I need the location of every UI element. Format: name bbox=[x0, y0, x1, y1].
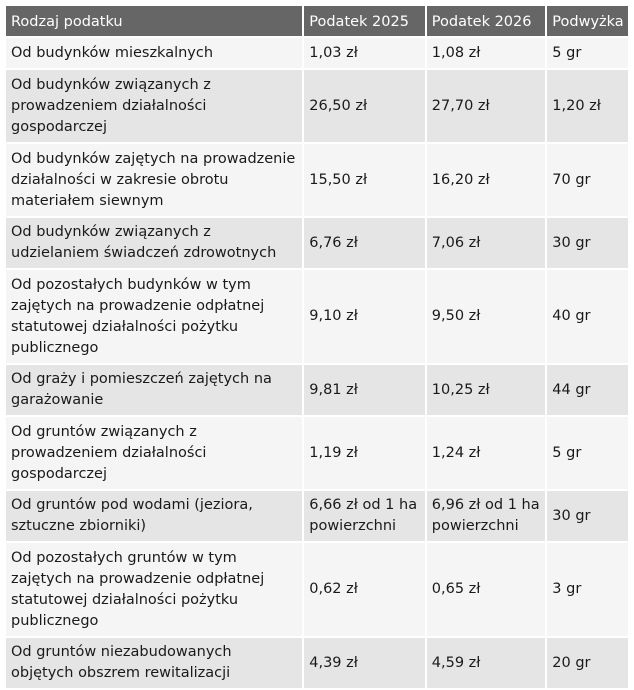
table-row bbox=[6, 417, 628, 489]
cell-tax-2026: 1,08 zł bbox=[427, 38, 546, 68]
cell-tax-type: Od budynków mieszkalnych bbox=[6, 38, 302, 68]
cell-tax-type: Od budynków związanych z prowadzeniem działalności gospodarczej bbox=[6, 70, 302, 142]
table-row bbox=[6, 144, 628, 216]
header-tax-2026: Podatek 2026 bbox=[427, 6, 546, 36]
cell-tax-type: Od pozostałych gruntów w tym zajętych na prowadzenie odpłatnej statutowej działalności pożytku publicznego bbox=[6, 543, 302, 636]
table-row bbox=[6, 270, 628, 363]
header-tax-type: Rodzaj podatku bbox=[6, 6, 302, 36]
cell-tax-type: Od gruntów niezabudowanych objętych obszrem rewitalizacji bbox=[6, 638, 302, 688]
tax-table bbox=[4, 4, 630, 690]
cell-tax-2025: 26,50 zł bbox=[304, 70, 425, 142]
cell-tax-2025: 9,10 zł bbox=[304, 270, 425, 363]
cell-increase: 3 gr bbox=[547, 543, 628, 636]
table-header-row bbox=[6, 6, 628, 36]
cell-tax-2025: 1,03 zł bbox=[304, 38, 425, 68]
cell-tax-2026: 1,24 zł bbox=[427, 417, 546, 489]
cell-increase: 40 gr bbox=[547, 270, 628, 363]
cell-tax-2026: 27,70 zł bbox=[427, 70, 546, 142]
table-row bbox=[6, 70, 628, 142]
cell-tax-type: Od pozostałych budynków w tym zajętych na prowadzenie odpłatnej statutowej działalności pożytku publicznego bbox=[6, 270, 302, 363]
cell-tax-type: Od budynków związanych z udzielaniem świadczeń zdrowotnych bbox=[6, 218, 302, 268]
table-row bbox=[6, 543, 628, 636]
cell-tax-2026: 0,65 zł bbox=[427, 543, 546, 636]
table-row bbox=[6, 38, 628, 68]
cell-tax-type: Od graży i pomieszczeń zajętych na garażowanie bbox=[6, 365, 302, 415]
header-increase: Podwyżka bbox=[547, 6, 628, 36]
cell-tax-2025: 6,76 zł bbox=[304, 218, 425, 268]
cell-increase: 5 gr bbox=[547, 417, 628, 489]
cell-tax-2025: 9,81 zł bbox=[304, 365, 425, 415]
cell-tax-2025: 4,39 zł bbox=[304, 638, 425, 688]
cell-tax-2026: 16,20 zł bbox=[427, 144, 546, 216]
cell-increase: 44 gr bbox=[547, 365, 628, 415]
table-row bbox=[6, 638, 628, 688]
cell-tax-2025: 6,66 zł od 1 ha powierzchni bbox=[304, 491, 425, 541]
table-row bbox=[6, 218, 628, 268]
cell-increase: 20 gr bbox=[547, 638, 628, 688]
cell-increase: 5 gr bbox=[547, 38, 628, 68]
cell-tax-2025: 0,62 zł bbox=[304, 543, 425, 636]
table-row bbox=[6, 491, 628, 541]
table-row bbox=[6, 365, 628, 415]
cell-tax-2026: 7,06 zł bbox=[427, 218, 546, 268]
cell-increase: 1,20 zł bbox=[547, 70, 628, 142]
cell-tax-2026: 9,50 zł bbox=[427, 270, 546, 363]
cell-increase: 30 gr bbox=[547, 491, 628, 541]
cell-tax-2025: 1,19 zł bbox=[304, 417, 425, 489]
cell-tax-2026: 6,96 zł od 1 ha powierzchni bbox=[427, 491, 546, 541]
cell-tax-2025: 15,50 zł bbox=[304, 144, 425, 216]
cell-tax-2026: 4,59 zł bbox=[427, 638, 546, 688]
cell-tax-type: Od budynków zajętych na prowadzenie działalności w zakresie obrotu materiałem siewnym bbox=[6, 144, 302, 216]
cell-tax-type: Od gruntów pod wodami (jeziora, sztuczne zbiorniki) bbox=[6, 491, 302, 541]
cell-increase: 70 gr bbox=[547, 144, 628, 216]
cell-tax-2026: 10,25 zł bbox=[427, 365, 546, 415]
header-tax-2025: Podatek 2025 bbox=[304, 6, 425, 36]
cell-tax-type: Od gruntów związanych z prowadzeniem działalności gospodarczej bbox=[6, 417, 302, 489]
cell-increase: 30 gr bbox=[547, 218, 628, 268]
